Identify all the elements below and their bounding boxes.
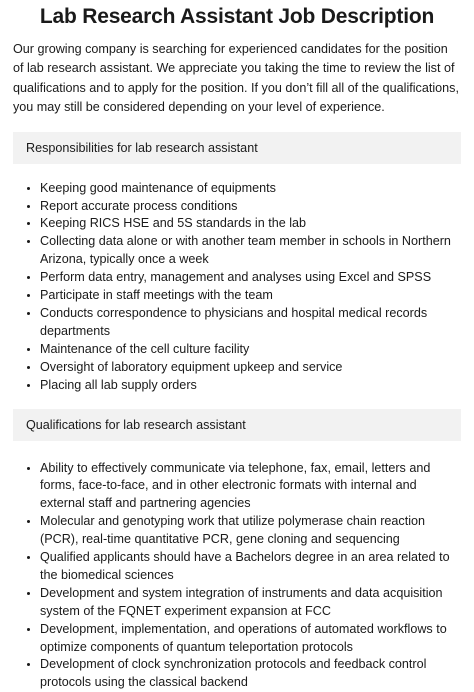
list-item: • Qualified applicants should have a Bachelors degree in an area related to the biomedical sciences [40, 549, 461, 585]
list-item: • Maintenance of the cell culture facility [40, 341, 461, 359]
responsibilities-list [13, 180, 461, 395]
job-description-page [0, 4, 474, 692]
list-item: • Development, implementation, and operations of automated workflows to optimize components of quantum teleportation protocols [40, 621, 461, 657]
qualifications-heading: Qualifications for lab research assistant [13, 409, 461, 441]
intro-paragraph: Our growing company is searching for experienced candidates for the position of lab research assistant. We appreciate you taking the time to review the list of qualifications and to apply for the position. If you don’t fill all of the qualifications, you may still be considered depending on your level of experience. [13, 40, 461, 118]
list-item: • Oversight of laboratory equipment upkeep and service [40, 359, 461, 377]
list-item: • Keeping good maintenance of equipments [40, 180, 461, 198]
list-item: • Participate in staff meetings with the team [40, 287, 461, 305]
list-item: • Report accurate process conditions [40, 198, 461, 216]
responsibilities-heading: Responsibilities for lab research assistant [13, 132, 461, 164]
list-item: • Molecular and genotyping work that utilize polymerase chain reaction (PCR), real-time quantitative PCR, gene cloning and sequencing [40, 513, 461, 549]
list-item: • Collecting data alone or with another team member in schools in Northern Arizona, typically once a week [40, 233, 461, 269]
list-item: • Development of clock synchronization protocols and feedback control protocols using the classical backend [40, 656, 461, 692]
page-title: Lab Research Assistant Job Description [13, 4, 461, 30]
list-item: • Perform data entry, management and analyses using Excel and SPSS [40, 269, 461, 287]
list-item: • Conducts correspondence to physicians and hospital medical records departments [40, 305, 461, 341]
list-item: • Keeping RICS HSE and 5S standards in the lab [40, 215, 461, 233]
list-item: • Placing all lab supply orders [40, 377, 461, 395]
list-item: • Development and system integration of instruments and data acquisition system of the FQNET experiment expansion at FCC [40, 585, 461, 621]
qualifications-list [13, 460, 461, 692]
list-item: • Ability to effectively communicate via telephone, fax, email, letters and forms, face-to-face, and in other electronic formats with internal and external staff and partnering agencies [40, 460, 461, 514]
